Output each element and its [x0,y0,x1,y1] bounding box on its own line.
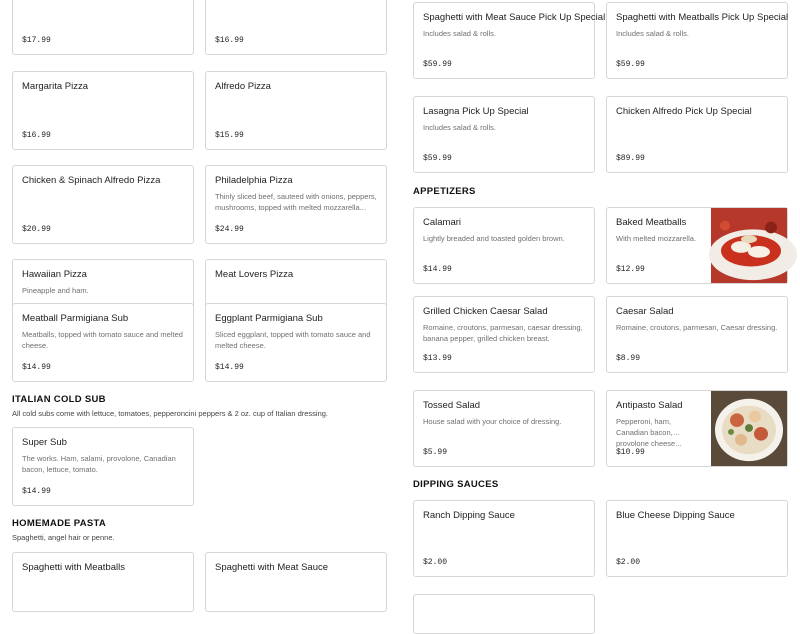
item-description: Includes salad & rolls. [423,29,496,38]
menu-item-card[interactable] [12,165,194,244]
menu-item-card[interactable] [413,2,606,79]
item-description: Romaine, croutons, parmesan, Caesar dressing. [616,323,778,332]
item-price: $89.99 [616,154,645,163]
item-name: Eggplant Parmigiana Sub [215,313,323,324]
item-name: Ranch Dipping Sauce [423,510,515,521]
item-price: $2.00 [616,558,641,567]
item-price: $14.99 [215,363,244,372]
item-description: Includes salad & rolls. [616,29,689,38]
item-price: $13.99 [423,354,452,363]
item-description: Romaine, croutons, parmesan, caesar dressing, banana pepper, grilled chicken breast. [423,323,583,343]
item-description: Pineapple and ham. [22,286,89,295]
item-name: Meatball Parmigiana Sub [22,313,129,324]
item-description: Thinly sliced beef, sauteed with onions, peppers, mushrooms, topped with melted mozzarella... [215,192,377,212]
item-name: Spaghetti with Meat Sauce Pick Up Special [423,12,606,23]
menu-item-card[interactable] [205,303,387,382]
menu-item-card[interactable] [606,500,788,577]
antipasto-salad-photo [711,391,787,466]
item-name: Antipasto Salad [616,400,683,411]
item-price: $14.99 [22,487,51,496]
item-name: Meat Lovers Pizza [215,269,294,280]
menu-item-card[interactable] [12,303,194,382]
item-price: $5.99 [423,448,448,457]
item-price: $16.99 [22,131,51,140]
item-description: Meatballs, topped with tomato sauce and melted cheese. [22,330,183,350]
item-description: Sliced eggplant, topped with tomato sauce and melted cheese. [215,330,371,350]
menu-item-card[interactable] [413,96,595,173]
item-name: Philadelphia Pizza [215,175,293,186]
menu-item-card[interactable] [606,207,788,284]
item-name: Super Sub [22,437,67,448]
item-name: Calamari [423,217,462,228]
item-price: $24.99 [215,225,244,234]
item-description: Pepperoni, ham, Canadian bacon, provolone cheese... [616,417,682,448]
baked-meatballs-photo [711,208,787,283]
item-description: Includes salad & rolls. [423,123,496,132]
item-price: $17.99 [22,36,51,45]
item-price: $16.99 [215,36,244,45]
menu-item-card[interactable] [205,165,387,244]
menu-item-card[interactable] [413,390,595,467]
item-name: Tossed Salad [423,400,481,411]
item-price: $20.99 [22,225,51,234]
menu-item-card[interactable] [205,0,387,55]
item-name: Margarita Pizza [22,81,88,92]
menu-item-card[interactable] [606,296,788,373]
menu-item-card[interactable] [12,71,194,150]
section-title-italian-cold-sub: ITALIAN COLD SUB [12,394,106,405]
menu-item-card[interactable] [606,2,788,79]
menu-item-card[interactable] [606,390,788,467]
item-price: $59.99 [423,60,452,69]
item-name: Baked Meatballs [616,217,687,228]
item-price: $14.99 [22,363,51,372]
item-name: Chicken Alfredo Pick Up Special [616,106,752,117]
item-name: Grilled Chicken Caesar Salad [423,306,548,317]
item-description: With melted mozzarella. [616,234,697,243]
section-title-appetizers: APPETIZERS [413,186,476,197]
item-name: Lasagna Pick Up Special [423,106,529,117]
item-price: $59.99 [616,60,645,69]
section-subtitle: Spaghetti, angel hair or penne. [12,533,115,542]
item-name: Blue Cheese Dipping Sauce [616,510,735,521]
item-description: Lightly breaded and toasted golden brown. [423,234,565,243]
section-title-homemade-pasta: HOMEMADE PASTA [12,518,107,529]
item-price: $59.99 [423,154,452,163]
item-price: $8.99 [616,354,641,363]
item-price: $2.00 [423,558,448,567]
item-price: $15.99 [215,131,244,140]
item-name: Spaghetti with Meat Sauce [215,562,329,573]
item-name: Hawaiian Pizza [22,269,87,280]
menu-item-card[interactable] [205,71,387,150]
menu-item-card[interactable] [413,500,595,577]
item-price: $10.99 [616,448,645,457]
item-name: Alfredo Pizza [215,81,271,92]
section-title-dipping-sauces: DIPPING SAUCES [413,479,499,490]
item-name: Chicken & Spinach Alfredo Pizza [22,175,161,186]
menu-item-card[interactable] [606,96,788,173]
menu-item-card[interactable] [12,552,194,612]
item-description: The works. Ham, salami, provolone, Canadian bacon, lettuce, tomato. [22,454,176,474]
item-name: Caesar Salad [616,306,674,317]
menu-item-card[interactable] [413,594,595,634]
item-name: Spaghetti with Meatballs [22,562,125,573]
section-subtitle: All cold subs come with lettuce, tomatoes, pepperoncini peppers & 2 oz. cup of Italian dressing. [12,409,329,418]
menu-item-card[interactable] [413,207,595,284]
item-price: $12.99 [616,265,645,274]
item-name: Spaghetti with Meatballs Pick Up Special [616,12,789,23]
menu-item-card[interactable] [12,427,194,506]
menu-item-card[interactable] [205,552,387,612]
menu-item-card[interactable] [413,296,595,373]
item-description: House salad with your choice of dressing. [423,417,562,426]
menu-item-card[interactable] [12,0,194,55]
item-price: $14.99 [423,265,452,274]
